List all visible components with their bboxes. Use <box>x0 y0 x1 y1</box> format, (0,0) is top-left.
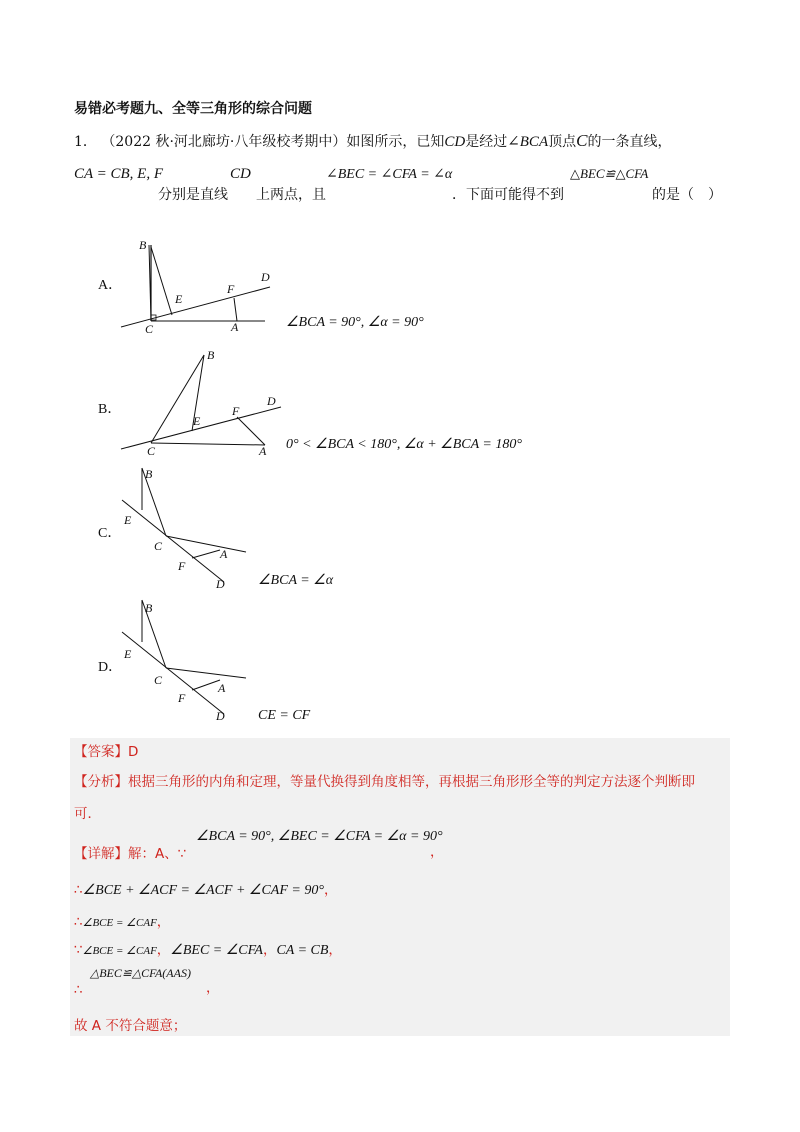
question-number: 1． <box>74 134 97 150</box>
detail-line-2 <box>74 878 337 899</box>
option-d-label: D． <box>98 660 123 675</box>
point-label-e: E <box>175 292 183 306</box>
figure-d <box>112 592 257 722</box>
point-label-b: B <box>139 238 147 252</box>
therefore-symbol: ∴ <box>74 914 83 930</box>
punct: ， <box>328 942 342 958</box>
detail-line-4 <box>74 938 342 959</box>
detail-line-6: 故 A 不符合题意； <box>74 1018 187 1034</box>
point-label-b: B <box>145 601 153 615</box>
figure-a <box>115 225 285 340</box>
answer-label: 【答案】 <box>74 744 128 760</box>
question-text: 顶点 <box>548 134 577 150</box>
question-text: 的一条直线， <box>587 134 672 150</box>
analysis-label: 【分析】 <box>74 774 128 790</box>
punct: ， <box>323 882 338 898</box>
point-label-f: F <box>178 691 186 705</box>
point-label-c: C <box>154 673 163 687</box>
point-label-e: E <box>124 513 132 527</box>
point-label-a: A <box>259 444 267 458</box>
question-line-1 <box>74 131 671 151</box>
point-label-a: A <box>218 681 226 695</box>
punct: ， <box>156 914 171 930</box>
answer-line <box>74 740 138 760</box>
math-c: C <box>576 131 588 150</box>
point-label-f: F <box>178 559 186 573</box>
detail-math-2: ∠BCE + ∠ACF = ∠ACF + ∠CAF = 90° <box>82 883 324 898</box>
punct: ， <box>262 942 277 958</box>
point-label-e: E <box>124 647 132 661</box>
detail-math-4a: ∠BCE = ∠CAF <box>82 945 157 957</box>
detail-math-4c: CA = CB <box>276 943 329 958</box>
point-label-d: D <box>267 394 276 408</box>
option-c-condition: ∠BCA = ∠α <box>258 573 334 588</box>
option-a-label: A． <box>98 278 123 293</box>
option-b-label: B． <box>98 402 122 417</box>
punct: ， <box>206 980 220 996</box>
figure-c <box>112 462 257 592</box>
point-label-d: D <box>261 270 270 284</box>
answer-value: D <box>128 744 139 760</box>
point-label-c: C <box>154 539 163 553</box>
option-a-condition: ∠BCA = 90°, ∠α = 90° <box>286 315 424 330</box>
punct: ， <box>430 844 444 860</box>
question-text: 如图所示，已知 <box>346 134 445 150</box>
because-symbol: ∵ <box>74 942 83 958</box>
question-text: 上两点，且 <box>256 187 326 203</box>
question-text: 的是（ ） <box>652 187 722 203</box>
point-label-c: C <box>145 322 154 336</box>
detail-math-1: ∠BCA = 90°, ∠BEC = ∠CFA = ∠α = 90° <box>196 829 443 844</box>
detail-math-3: ∠BCE = ∠CAF <box>82 917 157 929</box>
point-label-c: C <box>147 444 156 458</box>
option-b-condition: 0° < ∠BCA < 180°, ∠α + ∠BCA = 180° <box>286 437 522 452</box>
therefore-symbol: ∴ <box>74 882 83 898</box>
detail-math-4b: ∠BEC = ∠CFA <box>170 943 263 958</box>
question-text: 是经过 <box>465 134 508 150</box>
detail-label: 【详解】 <box>74 846 128 862</box>
point-label-a: A <box>220 547 228 561</box>
math-cd: CD <box>230 166 251 182</box>
option-d-condition: CE = CF <box>258 708 311 723</box>
math-congruent: △BEC≌△CFA <box>570 166 649 181</box>
therefore-symbol: ∴ <box>74 982 83 998</box>
point-label-b: B <box>207 348 215 362</box>
question-source: （2022 秋·河北廊坊·八年级校考期中） <box>101 134 347 150</box>
detail-line-3 <box>74 910 170 930</box>
point-label-d: D <box>216 577 225 591</box>
question-text: ．下面可能得不到 <box>452 187 564 203</box>
point-label-d: D <box>216 709 225 722</box>
point-label-a: A <box>231 320 239 334</box>
detail-math-5: △BEC≌△CFA(AAS) <box>90 966 191 980</box>
point-label-e: E <box>193 414 201 428</box>
detail-text: 解：A、∵ <box>128 846 187 862</box>
point-label-f: F <box>227 282 235 296</box>
math-angle-bca: ∠BCA <box>507 134 549 150</box>
math-cd: CD <box>444 134 466 150</box>
punct: ， <box>156 942 171 958</box>
section-title: 易错必考题九、全等三角形的综合问题 <box>74 101 312 117</box>
detail-line <box>74 842 186 862</box>
math-ca-cb: CA = CB, E, F <box>74 166 164 182</box>
analysis-line-1 <box>74 770 695 790</box>
analysis-line-2: 可． <box>74 806 101 822</box>
option-c-label: C． <box>98 526 122 541</box>
point-label-b: B <box>145 467 153 481</box>
figure-b <box>115 345 290 460</box>
question-text: 分别是直线 <box>158 187 228 203</box>
point-label-f: F <box>232 404 240 418</box>
analysis-text: 根据三角形的内角和定理，等量代换得到角度相等，再根据三角形形全等的判定方法逐个判断即 <box>128 774 695 790</box>
math-angle-eq: ∠BEC = ∠CFA = ∠α <box>326 167 453 182</box>
